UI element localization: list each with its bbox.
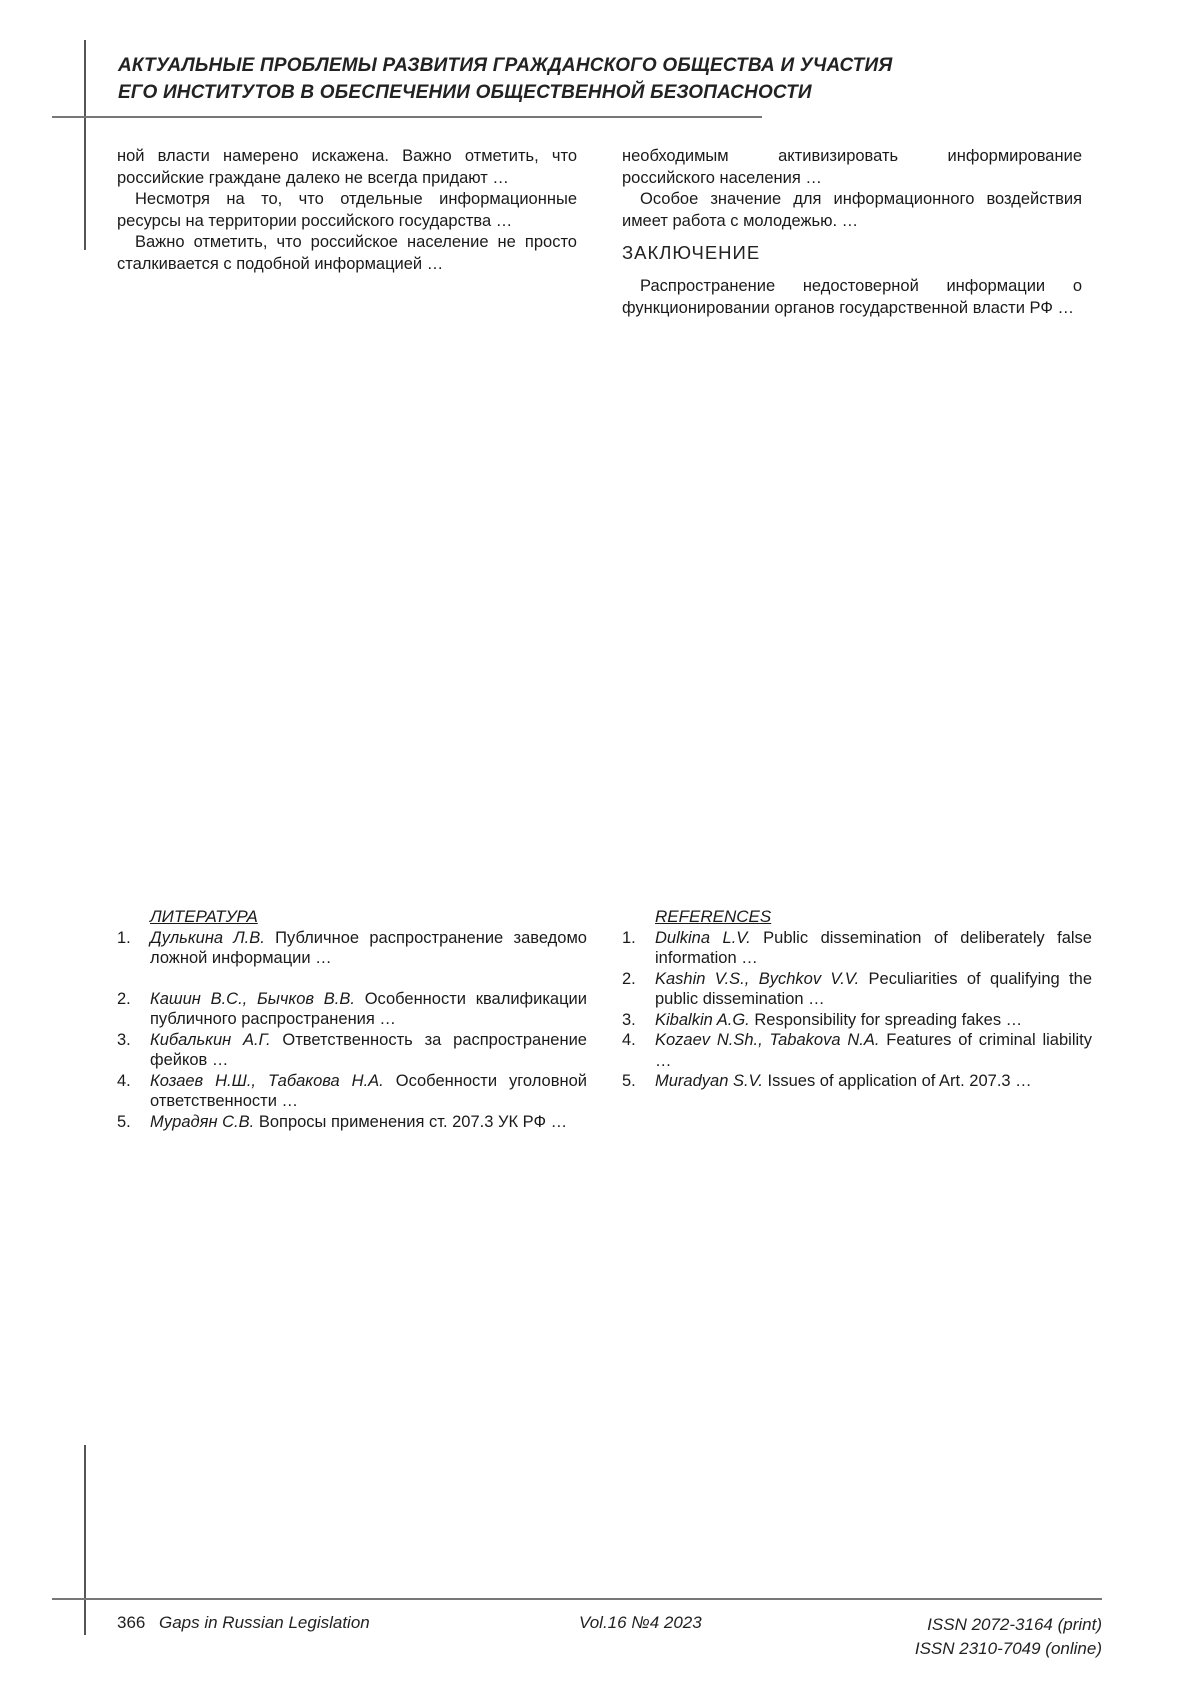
- reference-author: Dulkina L.V.: [655, 928, 751, 947]
- reference-text: Responsibility for spreading fakes …: [754, 1010, 1023, 1029]
- left-vertical-rule-bottom: [84, 1445, 86, 1635]
- reference-text: Вопросы применения ст. 207.3 УК РФ …: [258, 1112, 568, 1131]
- references-english: [622, 907, 1092, 1092]
- reference-text: Public dissemination of deliberately false information …: [655, 928, 1092, 967]
- header-underline: [52, 116, 762, 118]
- reference-number: 5.: [117, 1112, 131, 1131]
- reference-text: Особенности квалификации публичного распространения …: [150, 989, 587, 1028]
- reference-text: Особенности уголовной ответственности …: [150, 1071, 587, 1110]
- reference-author: Козаев Н.Ш., Табакова Н.А.: [150, 1071, 384, 1090]
- reference-author: Kozaev N.Sh., Tabakova N.A.: [655, 1031, 880, 1049]
- issn-block: [915, 1613, 1102, 1661]
- paragraph: ной власти намерено искажена. Важно отметить, что российские граждане далеко не всегда придают …: [117, 147, 577, 187]
- paragraph: Распространение недостоверной информации о функционировании органов государственной власти РФ …: [622, 276, 1082, 317]
- reference-author: Дулькина Л.В.: [150, 928, 265, 947]
- reference-text: Features of criminal liability …: [655, 1031, 1092, 1070]
- reference-number: 5.: [622, 1072, 636, 1090]
- issn-online: ISSN 2310-7049 (online): [914, 1639, 1102, 1658]
- references-russian: [117, 907, 587, 1132]
- footer-rule: [52, 1598, 1102, 1600]
- reference-author: Kibalkin A.G.: [655, 1010, 750, 1029]
- reference-author: Kashin V.S., Bychkov V.V.: [655, 969, 860, 988]
- reference-item: [622, 969, 1092, 1010]
- reference-text: Peculiarities of qualifying the public dissemination …: [655, 969, 1092, 1008]
- reference-number: 3.: [117, 1030, 131, 1049]
- references-title-ru: ЛИТЕРАТУРА: [150, 907, 258, 926]
- header-line-1: АКТУАЛЬНЫЕ ПРОБЛЕМЫ РАЗВИТИЯ ГРАЖДАНСКОГО ОБЩЕСТВА И УЧАСТИЯ: [118, 55, 893, 76]
- left-vertical-rule-top: [84, 40, 86, 250]
- issn-print: ISSN 2072-3164 (print): [927, 1615, 1102, 1634]
- references-title-en: REFERENCES: [655, 907, 772, 926]
- header-line-2: ЕГО ИНСТИТУТОВ В ОБЕСПЕЧЕНИИ ОБЩЕСТВЕННОЙ БЕЗОПАСНОСТИ: [118, 82, 812, 103]
- reference-number: 2.: [117, 989, 131, 1008]
- reference-item: [117, 1030, 587, 1071]
- reference-text: Issues of application of Art. 207.3 …: [767, 1072, 1032, 1090]
- body-column-right: [622, 146, 1082, 319]
- reference-text: Ответственность за распространение фейков …: [150, 1030, 587, 1069]
- running-header: [118, 52, 1118, 106]
- paragraph: Важно отметить, что российское население не просто сталкивается с подобной информацией …: [117, 233, 577, 273]
- reference-item: [117, 1112, 587, 1133]
- reference-number: 3.: [622, 1010, 636, 1029]
- reference-item: [117, 928, 587, 969]
- reference-author: Muradyan S.V.: [655, 1072, 763, 1090]
- reference-item: [117, 1071, 587, 1112]
- reference-item: [117, 989, 587, 1030]
- paragraph: Особое значение для информационного воздействия имеет работа с молодежью. …: [622, 190, 1082, 230]
- reference-number: 4.: [117, 1071, 131, 1090]
- reference-item: [622, 1010, 1092, 1031]
- journal-name: Gaps in Russian Legislation: [159, 1613, 370, 1632]
- section-title-conclusion: ЗАКЛЮЧЕНИЕ: [622, 242, 761, 264]
- reference-author: Кашин В.С., Бычков В.В.: [150, 989, 355, 1008]
- paragraph: Несмотря на то, что отдельные информационные ресурсы на территории российского государства …: [117, 190, 577, 230]
- reference-number: 2.: [622, 969, 636, 988]
- reference-number: 4.: [622, 1031, 636, 1049]
- reference-item: [622, 1030, 1092, 1071]
- page-number: 366: [117, 1613, 146, 1632]
- volume-issue: Vol.16 №4 2023: [579, 1613, 702, 1632]
- reference-author: Кибалькин А.Г.: [150, 1030, 271, 1049]
- reference-author: Мурадян С.В.: [150, 1112, 255, 1131]
- reference-item: [622, 1071, 1092, 1092]
- reference-text: Публичное распространение заведомо ложной информации …: [150, 928, 587, 967]
- reference-number: 1.: [622, 928, 636, 947]
- body-column-left: [117, 146, 577, 276]
- paragraph: необходимым активизировать информирование российского населения …: [622, 147, 1082, 187]
- reference-number: 1.: [117, 928, 131, 947]
- reference-item: [622, 928, 1092, 969]
